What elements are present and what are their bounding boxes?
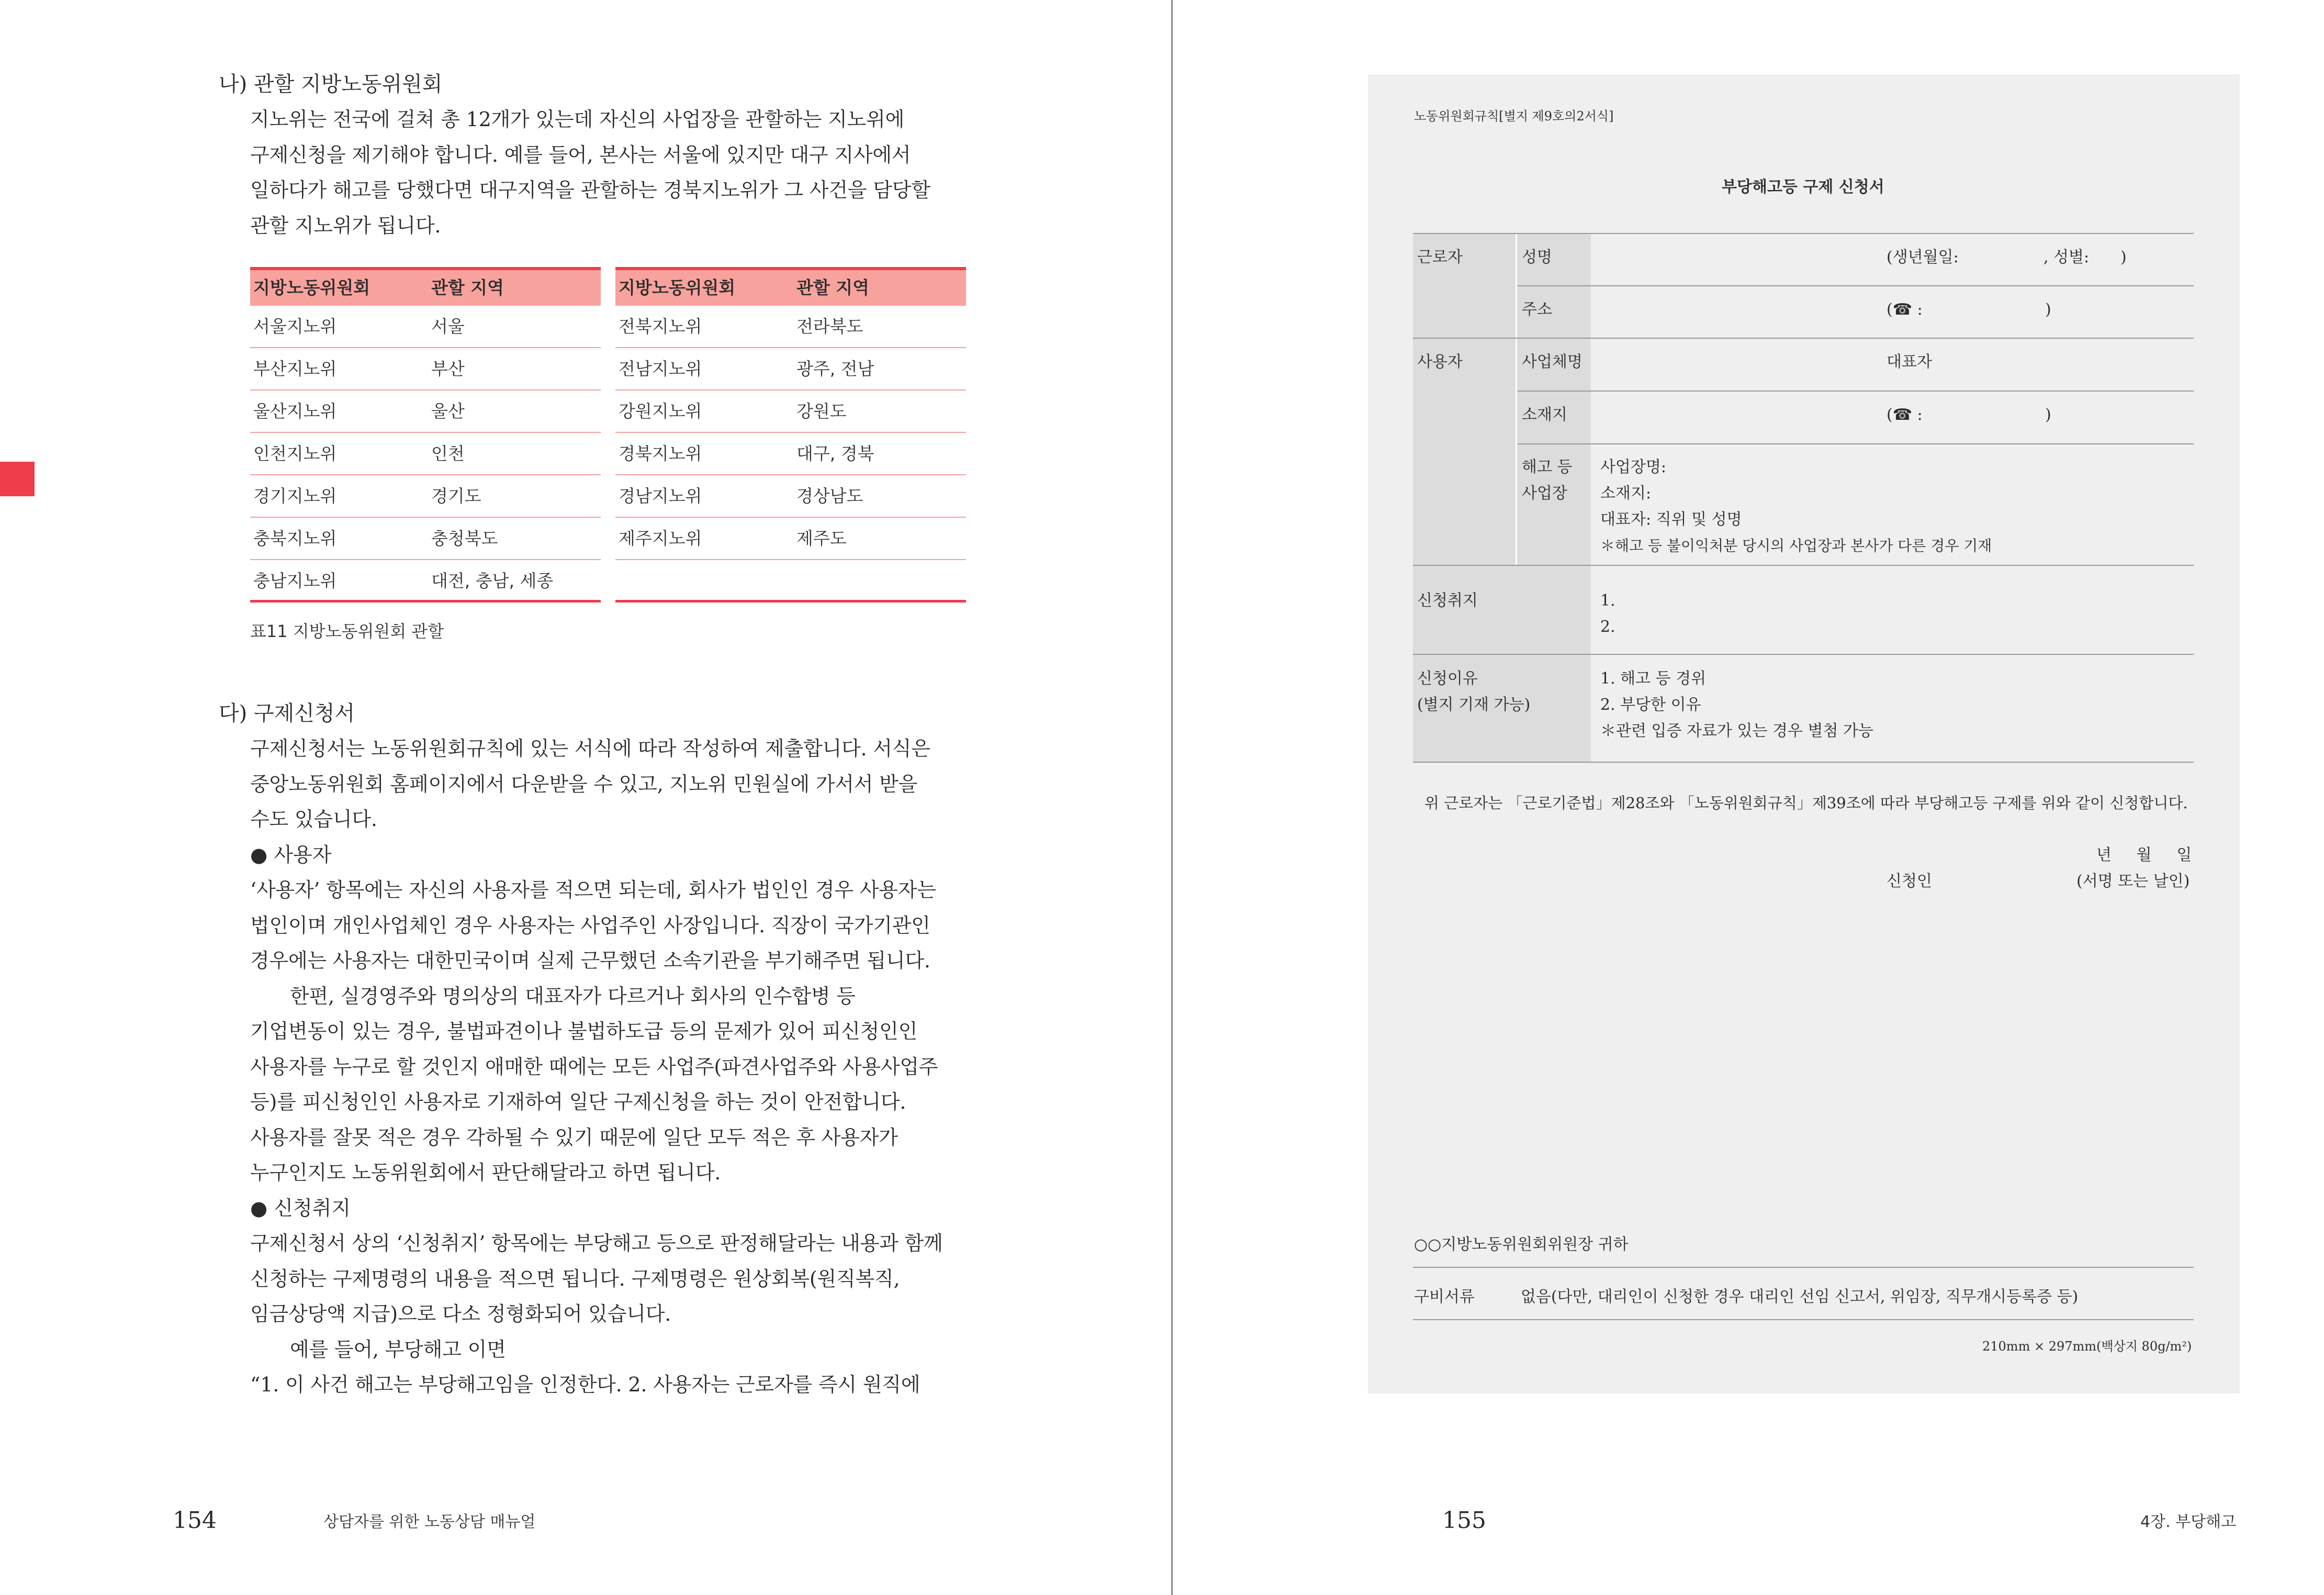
signature-label: (서명 또는 날인) [2076, 872, 2190, 890]
dismissal-label-1: 해고 등 [1522, 458, 1573, 476]
paper-spec: 210mm × 297mm(백상지 80g/m²) [1982, 1339, 2192, 1354]
representative-label: 대표자 [1887, 353, 1932, 371]
purpose-paragraph: 구제신청서 상의 ‘신청취지’ 항목에는 부당해고 등으로 판정해달라는 내용과 함께 신청하는 구제명령의 내용을 적으면 됩니다. 구제명령은 원상회복(원직복직, 임금상당액 지급)으로 다소 정형화되어 있습니다. 예를 들어, 부당해고 이면 “1. 이 사건 해고는 부당해고임을 인정한다. 2. 사용자는 근로자를 즉시 원직에 [250, 1232, 943, 1396]
form-rule [1413, 1267, 2194, 1268]
dismissal-label-2: 사업장 [1522, 484, 1567, 503]
applicant-label: 신청인 [1887, 872, 1932, 890]
table-empty-row [615, 560, 966, 603]
form-rule [1413, 1319, 2194, 1320]
section-na-paragraph: 지노위는 전국에 걸쳐 총 12개가 있는데 자신의 사업장을 관할하는 지노위에 구제신청을 제기해야 합니다. 예를 들어, 본사는 서울에 있지만 대구 지사에서 일하다가 해고를 당했다면 대구지역을 관할하는 경북지노위가 그 사건을 담당할 관할 지노위가 됩니다. [250, 108, 930, 237]
running-title-left: 상담자를 위한 노동상담 매뉴얼 [323, 1513, 536, 1531]
region-table-left [250, 267, 601, 603]
purpose-line: 1. [1600, 592, 1615, 610]
dismissal-line: 사업장명: [1600, 458, 1667, 476]
location-label: 소재지 [1522, 406, 1567, 424]
region-table-right [615, 267, 966, 603]
reason-line: 2. 부당한 이유 [1600, 696, 1701, 714]
form-rule [1518, 285, 2194, 286]
section-da-heading: 다) 구제신청서 [219, 701, 355, 726]
table-row: 전북지노위 전라북도 [615, 306, 966, 348]
table-row: 인천지노위 인천 [250, 433, 601, 475]
employer-phone-close: ) [2045, 406, 2051, 424]
worker-label: 근로자 [1417, 248, 1463, 266]
table-row: 부산지노위 부산 [250, 348, 601, 391]
name-label: 성명 [1522, 248, 1552, 266]
table-row: 서울지노위 서울 [250, 306, 601, 348]
worker-phone-text: (☎ : [1887, 300, 1923, 319]
employer-paragraph: ‘사용자’ 항목에는 자신의 사용자를 적으면 되는데, 회사가 법인인 경우 사용자는 법인이며 개인사업체인 경우 사용자는 사업주인 사장입니다. 직장이 국가기관인 경우에는 사용자는 대한민국이며 실제 근무했던 소속기관을 부기해주면 됩니다. 한편, 실경영주와 명의상의 대표자가 다르거나 회사의 인수합병 등 기업변동이 있는 경우, 불법파견이나 불법하도급 등의 문제가 있어 피신청인인 사용자를 누구로 할 것인지 애매한 때에는 모든 사업주(파견사업주와 사용사업주 등)를 피신청인인 사용자로 기재하여 일단 구제신청을 하는 것이 안전합니다. 사용자를 잘못 적은 경우 각하될 수 있기 때문에 일단 모두 적은 후 사용자가 누구인지도 노동위원회에서 판단해달라고 하면 됩니다. [250, 878, 938, 1184]
form-rule [1413, 565, 2194, 566]
application-statement: 위 근로자는 「근로기준법」제28조와 「노동위원회규칙」제39조에 따라 부당해고등 구제를 위와 같이 신청합니다. [1424, 794, 2188, 812]
reason-note: ＊관련 입증 자료가 있는 경우 별첨 가능 [1600, 722, 1873, 740]
name-close-paren: ) [2120, 248, 2127, 266]
table-row: 울산지노위 울산 [250, 391, 601, 433]
form-rule [1413, 338, 2194, 339]
table-header-row: 지방노동위원회 관할 지역 [250, 267, 601, 306]
form-rule [1413, 762, 2194, 763]
purpose-label: 신청취지 [1417, 592, 1478, 610]
table-caption: 표11 지방노동위원회 관할 [250, 621, 444, 641]
chapter-tab-marker [0, 462, 35, 496]
purpose-line: 2. [1600, 618, 1615, 636]
dismissal-line: 소재지: [1600, 484, 1652, 503]
business-name-label: 사업체명 [1522, 353, 1582, 371]
table-row: 충남지노위 대전, 충남, 세종 [250, 560, 601, 603]
table-header-row: 지방노동위원회 관할 지역 [615, 267, 966, 306]
birth-text: (생년월일: [1887, 248, 1959, 266]
bullet-employer: ● 사용자 [250, 843, 332, 866]
dismissal-note: ＊해고 등 불이익처분 당시의 사업장과 본사가 다른 경우 기재 [1600, 537, 1992, 554]
documents-text: 없음(다만, 대리인이 신청한 경우 대리인 선임 신고서, 위임장, 직무개시등록증 등) [1521, 1288, 2079, 1306]
table-row: 경남지노위 경상남도 [615, 475, 966, 518]
form-rule [1518, 391, 2194, 392]
table-row: 경기지노위 경기도 [250, 475, 601, 518]
date-line: 년 월 일 [2096, 846, 2192, 864]
table-row: 전남지노위 광주, 전남 [615, 348, 966, 391]
book-spine [1171, 0, 1173, 1595]
reason-label-1: 신청이유 [1417, 670, 1478, 688]
dismissal-line: 대표자: 직위 및 성명 [1600, 510, 1742, 529]
form-rule [1518, 443, 2194, 444]
address-label: 주소 [1522, 300, 1552, 319]
documents-label: 구비서류 [1414, 1288, 1475, 1306]
employer-phone-text: (☎ : [1887, 406, 1923, 424]
table-row: 강원지노위 강원도 [615, 391, 966, 433]
table-row: 충북지노위 충청북도 [250, 518, 601, 560]
form-title: 부당해고등 구제 신청서 [1722, 178, 1884, 196]
label-divider [1515, 233, 1517, 565]
employer-label: 사용자 [1417, 353, 1463, 371]
form-rule [1413, 233, 2194, 234]
table-row: 경북지노위 대구, 경북 [615, 433, 966, 475]
addressee: ○○지방노동위원회위원장 귀하 [1414, 1235, 1629, 1254]
page-number-left: 154 [173, 1507, 217, 1534]
bullet-purpose: ● 신청취지 [250, 1197, 351, 1220]
running-title-right: 4장. 부당해고 [2140, 1513, 2237, 1531]
page-number-right: 155 [1442, 1507, 1486, 1534]
worker-phone-close: ) [2045, 300, 2051, 319]
gender-text: , 성별: [2044, 248, 2090, 266]
section-da-intro: 구제신청서는 노동위원회규칙에 있는 서식에 따라 작성하여 제출합니다. 서식은 중앙노동위원회 홈페이지에서 다운받을 수 있고, 지노위 민원실에 가서서 받을 수도 있습니다. [250, 737, 930, 831]
table-row: 제주지노위 제주도 [615, 518, 966, 560]
reason-label-2: (별지 기재 가능) [1417, 696, 1531, 714]
section-na-heading: 나) 관할 지방노동위원회 [219, 72, 443, 96]
form-rule [1413, 654, 2194, 655]
form-header: 노동위원회규칙[별지 제9호의2서식] [1414, 109, 1614, 124]
reason-line: 1. 해고 등 경위 [1600, 670, 1706, 688]
